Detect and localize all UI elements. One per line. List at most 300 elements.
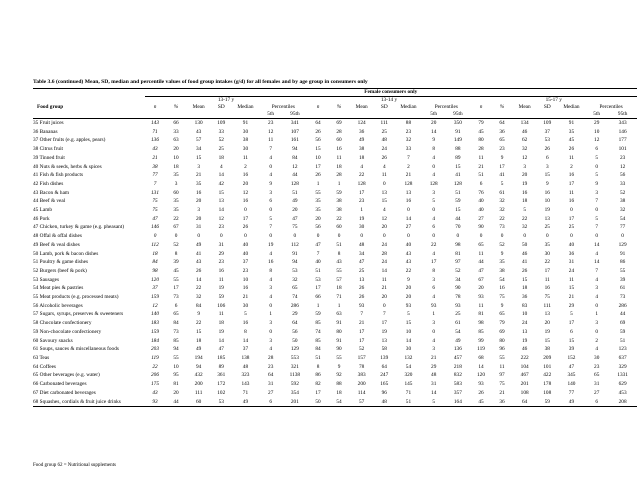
value-cell: 34 xyxy=(455,276,461,283)
value-cell: 90 xyxy=(336,346,342,353)
value-cell: 119 xyxy=(477,346,485,353)
value-cell: 1331 xyxy=(617,372,628,379)
value-cell: 143 xyxy=(151,120,159,126)
value-cell: 200 xyxy=(194,381,203,388)
value-cell: 9 xyxy=(545,180,549,187)
value-cell: 341 xyxy=(290,120,299,126)
value-cell: 69 xyxy=(499,328,505,335)
value-cell: 14 xyxy=(594,259,600,266)
value-cell: 75 xyxy=(499,294,505,301)
value-cell: 36 xyxy=(522,294,528,301)
value-cell: 5 xyxy=(595,215,599,222)
value-cell: 247 xyxy=(380,372,389,379)
value-cell: 46 xyxy=(522,128,528,135)
value-cell: 40 xyxy=(568,241,575,248)
value-cell: 42 xyxy=(218,180,224,187)
value-cell: 7 xyxy=(595,224,599,231)
value-cell: 20 xyxy=(173,146,179,153)
value-cell: 28 xyxy=(336,172,342,179)
value-cell: 357 xyxy=(453,389,462,396)
value-cell: 48 xyxy=(242,363,249,370)
value-cell: 184 xyxy=(151,337,159,344)
food-group-cell: 35 Fruit juices xyxy=(33,120,64,126)
value-cell: 20 xyxy=(242,180,249,187)
value-cell: 93 xyxy=(478,294,484,301)
value-cell: 83 xyxy=(522,302,528,309)
value-cell: 4 xyxy=(595,276,599,283)
value-cell: 11 xyxy=(499,363,505,370)
value-cell: 25 xyxy=(544,224,550,231)
value-cell: 13 xyxy=(544,215,550,222)
value-cell: 183 xyxy=(151,320,159,327)
value-cell: 55 xyxy=(499,354,505,361)
value-cell: 37 xyxy=(152,285,158,292)
value-cell: 31 xyxy=(218,241,224,248)
value-cell: 17 xyxy=(315,389,321,396)
value-cell: 56 xyxy=(315,224,321,231)
value-cell: 18 xyxy=(522,198,528,205)
value-cell: 6 xyxy=(585,398,608,407)
value-cell: 19 xyxy=(522,180,528,187)
value-cell: 17 xyxy=(499,163,505,170)
value-cell: 39 xyxy=(568,346,575,353)
value-cell: 159 xyxy=(151,328,159,335)
value-cell: 65 xyxy=(478,241,484,248)
value-cell: 21 xyxy=(431,354,437,361)
value-cell: 0 xyxy=(244,233,247,240)
value-cell: 140 xyxy=(567,381,576,388)
value-cell: 46 xyxy=(522,346,528,353)
value-cell: 8 xyxy=(316,363,320,370)
value-cell: 8 xyxy=(337,250,341,257)
value-cell: 3 xyxy=(523,163,526,170)
value-cell: 18 xyxy=(152,250,158,257)
value-cell: 59 xyxy=(455,198,461,205)
percentiles-header: Percentiles xyxy=(599,104,623,110)
value-cell: 6 xyxy=(570,328,573,335)
value-cell: 3 xyxy=(595,285,599,292)
value-cell: 27 xyxy=(268,389,274,396)
value-cell: 17 xyxy=(359,189,365,196)
value-cell: 9 xyxy=(337,363,341,370)
value-cell: 102 xyxy=(217,389,226,396)
value-cell: 201 xyxy=(520,381,529,388)
value-cell: 11 xyxy=(568,276,574,283)
value-cell: 52 xyxy=(359,346,365,353)
value-cell: 20 xyxy=(522,172,528,179)
value-cell: 108 xyxy=(543,389,552,396)
value-cell: 9 xyxy=(500,302,504,309)
food-group-cell: 39 Tinned fruit xyxy=(33,154,65,161)
value-cell: 35 xyxy=(173,198,179,205)
value-cell: 91 xyxy=(292,250,298,257)
value-cell: 1 xyxy=(269,311,273,318)
value-cell: 24 xyxy=(381,146,387,153)
value-cell: 15 xyxy=(196,328,202,335)
column-header: Median xyxy=(237,104,254,110)
value-cell: 26 xyxy=(544,146,550,153)
value-cell: 53 xyxy=(315,276,321,283)
value-cell: 76 xyxy=(478,189,484,196)
value-cell: 13 xyxy=(522,328,528,335)
value-cell: 4 xyxy=(382,207,386,214)
column-header: n xyxy=(153,104,157,110)
value-cell: 629 xyxy=(618,381,627,388)
value-cell: 208 xyxy=(608,398,637,407)
value-cell: 43 xyxy=(336,259,342,266)
value-cell: 16 xyxy=(568,198,575,205)
value-cell: 75 xyxy=(152,207,158,214)
value-cell: 3 xyxy=(269,320,273,327)
value-cell: 32 xyxy=(619,207,626,214)
food-group-cell: 54 Meat pies & pastries xyxy=(33,285,84,292)
value-cell: 73 xyxy=(619,294,626,301)
value-cell: 91 xyxy=(619,250,626,257)
value-cell: 0 xyxy=(407,233,410,240)
table-row xyxy=(33,302,637,311)
value-cell: 20 xyxy=(431,120,437,126)
value-cell: 20 xyxy=(196,198,202,205)
value-cell: 14 xyxy=(218,207,224,214)
value-cell: 185 xyxy=(217,354,226,361)
value-cell: 44 xyxy=(166,398,187,407)
footnote: Food group 62 = Nutritional supplements xyxy=(33,463,116,468)
value-cell: 41 xyxy=(196,250,202,257)
value-cell: 38 xyxy=(152,163,158,170)
value-cell: 84 xyxy=(173,320,179,327)
value-cell: 59 xyxy=(619,328,626,335)
value-cell: 1138 xyxy=(289,372,301,379)
value-cell: 119 xyxy=(151,354,159,361)
value-cell: 49 xyxy=(359,137,365,144)
table-row xyxy=(33,328,637,337)
value-cell: 35 xyxy=(173,172,179,179)
value-cell: 29 xyxy=(594,120,600,126)
value-cell: 28 xyxy=(381,250,387,257)
value-cell: 111 xyxy=(194,389,203,396)
value-cell: 112 xyxy=(291,241,299,248)
table-row xyxy=(33,189,637,198)
percentile-header: 95th xyxy=(282,111,307,119)
value-cell: 1 xyxy=(360,207,363,214)
value-cell: 4 xyxy=(432,215,436,222)
value-cell: 15 xyxy=(522,276,528,283)
value-cell: 41 xyxy=(522,259,528,266)
value-cell: 0 xyxy=(174,233,178,240)
value-cell: 14 xyxy=(242,337,249,344)
value-cell: 107 xyxy=(290,128,299,135)
value-cell: 0 xyxy=(523,233,526,240)
value-cell: 145 xyxy=(404,381,413,388)
value-cell: 114 xyxy=(357,389,366,396)
value-cell: 20 xyxy=(381,294,387,301)
value-cell: 637 xyxy=(618,354,627,361)
food-group-cell: 66 Carbonated beverages xyxy=(33,381,87,388)
value-cell: 14 xyxy=(431,128,437,135)
value-cell: 22 xyxy=(173,215,179,222)
value-cell: 15 xyxy=(218,189,224,196)
age-group-13-17: 13-17 y xyxy=(145,97,308,105)
food-group-cell: 67 Diet carbonated beverages xyxy=(33,389,96,396)
value-cell: 26 xyxy=(242,224,249,231)
value-cell: 101 xyxy=(618,146,627,153)
value-cell: 90 xyxy=(478,224,484,231)
table-row xyxy=(33,276,637,285)
value-cell: 132 xyxy=(404,354,413,361)
value-cell: 5 xyxy=(523,207,526,214)
value-cell: 61 xyxy=(455,320,461,327)
value-cell: 22 xyxy=(196,320,202,327)
value-cell: 21 xyxy=(196,172,202,179)
value-cell: 30 xyxy=(242,146,249,153)
value-cell: 77 xyxy=(619,224,626,231)
value-cell: 22 xyxy=(522,215,528,222)
value-cell: 81 xyxy=(173,381,179,388)
value-cell: 22 xyxy=(359,172,365,179)
value-cell: 10 xyxy=(173,363,179,370)
column-header: % xyxy=(499,104,505,110)
value-cell: 11 xyxy=(381,276,387,283)
value-cell: 69 xyxy=(619,320,626,327)
value-cell: 60 xyxy=(187,398,211,407)
value-cell: 37 xyxy=(242,259,249,266)
value-cell: 11 xyxy=(218,311,224,318)
value-cell: 27 xyxy=(594,389,600,396)
value-cell: 109 xyxy=(217,120,226,126)
value-cell: 15 xyxy=(568,337,575,344)
value-cell: 32 xyxy=(499,198,505,205)
value-cell: 40 xyxy=(315,259,321,266)
value-cell: 19 xyxy=(544,207,550,214)
value-cell: 61 xyxy=(619,285,626,292)
food-group-cell: 65 Other beverages (e.g. water) xyxy=(33,372,100,379)
value-cell: 77 xyxy=(152,172,158,179)
value-cell: 91 xyxy=(336,320,342,327)
value-cell: 43 xyxy=(196,128,202,135)
value-cell: 9 xyxy=(197,311,200,318)
value-cell: 21 xyxy=(359,320,365,327)
value-cell: 37 xyxy=(242,346,249,353)
value-cell: 68 xyxy=(478,354,484,361)
value-cell: 20 xyxy=(405,294,412,301)
value-cell: 209 xyxy=(543,354,552,361)
value-cell: 96 xyxy=(381,389,387,396)
value-cell: 79 xyxy=(499,320,505,327)
value-cell: 34 xyxy=(359,250,365,257)
value-cell: 6 xyxy=(479,180,483,187)
value-cell: 21 xyxy=(152,154,158,161)
food-group-cell: 45 Lamb xyxy=(33,207,52,214)
value-cell: 0 xyxy=(432,207,436,214)
column-header: Median xyxy=(400,104,417,110)
value-cell: 1 xyxy=(316,302,320,309)
value-cell: 29 xyxy=(292,311,298,318)
value-cell: 172 xyxy=(217,381,226,388)
table-row xyxy=(33,197,637,206)
table-row xyxy=(33,293,637,302)
value-cell: 9 xyxy=(595,180,599,187)
value-cell: 4 xyxy=(269,154,273,161)
value-cell: 70 xyxy=(455,224,461,231)
value-cell: 77 xyxy=(568,389,575,396)
value-cell: 85 xyxy=(173,337,179,344)
value-cell: 31 xyxy=(268,381,274,388)
value-cell: 26 xyxy=(359,294,365,301)
column-header: SD xyxy=(380,104,388,110)
table-row xyxy=(33,128,637,137)
value-cell: 47 xyxy=(152,215,158,222)
value-cell: 27 xyxy=(478,215,484,222)
value-cell: 88 xyxy=(455,146,461,153)
value-cell: 23 xyxy=(218,224,224,231)
value-cell: 130 xyxy=(194,120,203,126)
value-cell: 16 xyxy=(196,189,202,196)
value-cell: 51 xyxy=(478,172,484,179)
value-cell: 23 xyxy=(268,120,274,126)
value-cell: 14 xyxy=(478,363,484,370)
value-cell: 4 xyxy=(595,250,599,257)
value-cell: 0 xyxy=(407,207,410,214)
value-cell: 43 xyxy=(152,389,158,396)
value-cell: 50 xyxy=(308,398,329,407)
value-cell: 43 xyxy=(196,259,202,266)
value-cell: 81 xyxy=(478,311,484,318)
value-cell: 11 xyxy=(478,154,484,161)
value-cell: 63 xyxy=(336,311,342,318)
value-cell: 0 xyxy=(595,233,599,240)
value-cell: 321 xyxy=(290,363,299,370)
value-cell: 7 xyxy=(360,311,363,318)
value-cell: 0 xyxy=(621,233,624,240)
value-cell: 422 xyxy=(543,372,552,379)
value-cell: 80 xyxy=(336,328,342,335)
value-cell: 71 xyxy=(336,294,342,301)
food-group-cell: 49 Beef & veal dishes xyxy=(33,241,80,248)
value-cell: 14 xyxy=(405,337,412,344)
value-cell: 47 xyxy=(359,259,365,266)
value-cell: 0 xyxy=(269,163,273,170)
value-cell: 98 xyxy=(478,320,484,327)
value-cell: 3 xyxy=(595,320,599,327)
value-cell: 23 xyxy=(218,259,224,266)
value-cell: 38 xyxy=(359,146,365,153)
value-cell: 52 xyxy=(173,241,179,248)
value-cell: 14 xyxy=(218,337,224,344)
value-cell: 47 xyxy=(218,346,224,353)
value-cell: 74 xyxy=(315,328,321,335)
value-cell: 55 xyxy=(315,189,321,196)
value-cell: 12 xyxy=(292,163,298,170)
food-group-cell: 38 Citrus fruit xyxy=(33,146,64,153)
food-group-cell: 47 Chicken, turkey & game (e.g. pheasant) xyxy=(33,224,125,231)
table-caption: Table 3.6 (continued) Mean, SD, median and percentile values of food group intakes (g/d) for all females and by age group in consumers only xyxy=(33,79,368,85)
value-cell: 55 xyxy=(173,354,179,361)
value-cell: 111 xyxy=(543,302,552,309)
food-group-cell: 55 Meat products (e.g. processed meats) xyxy=(33,294,119,301)
value-cell: 4 xyxy=(219,163,223,170)
food-group-cell: 42 Fish dishes xyxy=(33,180,64,187)
value-cell: 49 xyxy=(292,198,298,205)
value-cell: 57 xyxy=(336,276,342,283)
value-cell: 43 xyxy=(405,259,412,266)
percentile-header: 5th xyxy=(585,111,608,119)
value-cell: 0 xyxy=(545,233,549,240)
value-cell: 93 xyxy=(478,381,484,388)
value-cell: 53 xyxy=(292,267,298,274)
value-cell: 2 xyxy=(595,337,599,344)
value-cell: 0 xyxy=(197,233,200,240)
value-cell: 41 xyxy=(455,172,461,179)
value-cell: 15 xyxy=(455,207,461,214)
food-group-header: Food group xyxy=(37,104,64,110)
value-cell: 46 xyxy=(522,250,528,257)
value-cell: 15 xyxy=(544,172,550,179)
value-cell: 128 xyxy=(290,180,299,187)
value-cell: 73 xyxy=(499,224,505,231)
value-cell: 17 xyxy=(359,337,365,344)
value-cell: 10 xyxy=(242,276,249,283)
percentile-header: 5th xyxy=(259,111,282,119)
age-group-13-14: 13-14 y xyxy=(308,97,471,105)
value-cell: 16 xyxy=(218,267,224,274)
percentiles-header: Percentiles xyxy=(434,104,458,110)
value-cell: 15 xyxy=(568,285,575,292)
column-header: % xyxy=(173,104,179,110)
value-cell: 98 xyxy=(152,267,158,274)
value-cell: 32 xyxy=(405,137,412,144)
food-group-cell: 51 Poultry & game dishes xyxy=(33,259,89,266)
value-cell: 44 xyxy=(455,215,461,222)
value-cell: 65 xyxy=(499,311,505,318)
value-cell: 36 xyxy=(492,398,513,407)
value-cell: 139 xyxy=(380,354,389,361)
value-cell: 12 xyxy=(619,163,626,170)
value-cell: 35 xyxy=(173,207,179,214)
value-cell: 49 xyxy=(232,398,259,407)
table-row xyxy=(33,258,637,267)
percentile-header: 95th xyxy=(608,111,637,119)
value-cell: 7 xyxy=(595,198,599,205)
value-cell: 120 xyxy=(151,276,159,283)
value-cell: 0 xyxy=(432,328,436,335)
value-cell: 43 xyxy=(405,250,412,257)
value-cell: 40 xyxy=(478,198,484,205)
value-cell: 354 xyxy=(290,389,299,396)
value-cell: 51 xyxy=(455,189,461,196)
value-cell: 123 xyxy=(618,346,627,353)
value-cell: 55 xyxy=(173,276,179,283)
value-cell: 10 xyxy=(405,328,412,335)
value-cell: 9 xyxy=(269,180,273,187)
value-cell: 40 xyxy=(242,250,249,257)
value-cell: 48 xyxy=(374,398,395,407)
value-cell: 106 xyxy=(217,302,226,309)
value-cell: 56 xyxy=(619,172,626,179)
value-cell: 4 xyxy=(269,276,273,283)
value-cell: 52 xyxy=(218,137,224,144)
percentile-header: 5th xyxy=(422,111,445,119)
value-cell: 18 xyxy=(336,285,342,292)
value-cell: 89 xyxy=(218,363,224,370)
value-cell: 25 xyxy=(455,311,461,318)
value-cell: 99 xyxy=(478,337,484,344)
value-cell: 26 xyxy=(381,154,387,161)
food-group-cell: 48 Offal & offal dishes xyxy=(33,233,82,240)
value-cell: 20 xyxy=(478,285,484,292)
value-cell: 3 xyxy=(432,276,436,283)
value-cell: 53 xyxy=(544,137,550,144)
value-cell: 432 xyxy=(194,372,203,379)
